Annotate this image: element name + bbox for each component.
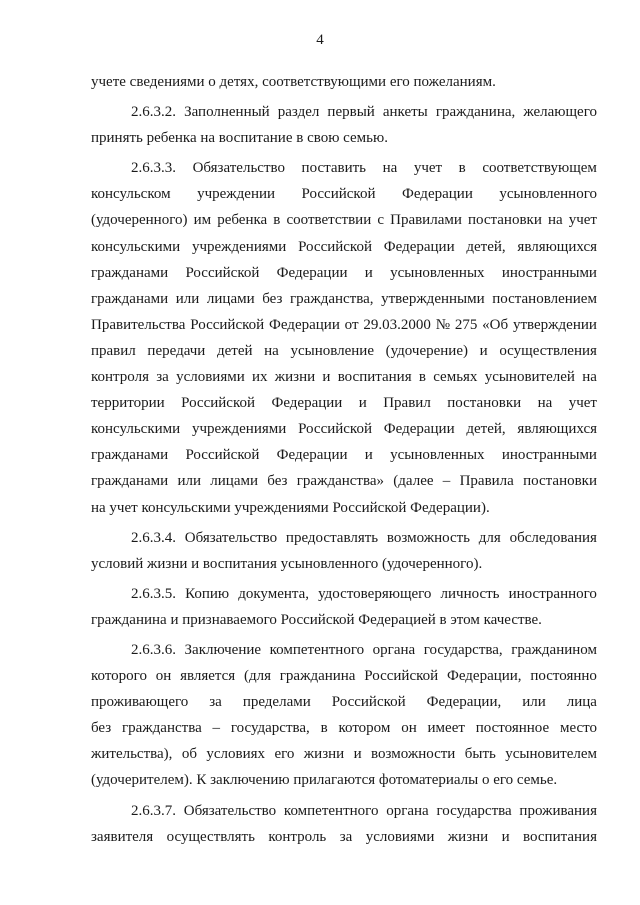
text-line: правил передачи детей на усыновление (удочерение) и осуществления — [91, 342, 597, 359]
text-line: 2.6.3.4. Обязательство предоставлять возможность для обследования — [131, 529, 597, 546]
text-line: проживающего за пределами Российской Федерации, или лица — [91, 694, 597, 711]
text-line: гражданами Российской Федерации и усыновленных иностранными — [91, 264, 597, 281]
text-line: 2.6.3.6. Заключение компетентного органа государства, гражданином — [131, 641, 597, 658]
document-body — [91, 69, 597, 850]
paragraph-p-2-6-3-4 — [91, 525, 597, 577]
page-number: 4 — [316, 32, 324, 48]
text-line: на учет консульскими учреждениями Российской Федерации). — [91, 499, 490, 516]
paragraph-p-2-6-3-2 — [91, 99, 597, 151]
text-line: Правительства Российской Федерации от 29.03.2000 № 275 «Об утверждении — [91, 316, 597, 333]
text-line: контроля за условиями их жизни и воспитания в семьях усыновителей на — [91, 369, 597, 386]
text-line: консульском учреждении Российской Федерации усыновленного — [91, 186, 597, 203]
paragraph-p-2-6-3-6 — [91, 637, 597, 794]
text-line: (удочерителем). К заключению прилагаются фотоматериалы о его семье. — [91, 772, 558, 789]
text-line: условий жизни и воспитания усыновленного (удочеренного). — [91, 555, 483, 572]
text-line: гражданами Российской Федерации и усыновленных иностранными — [91, 447, 597, 464]
text-line: учете сведениями о детях, соответствующими его пожеланиям. — [91, 74, 496, 90]
text-line: 2.6.3.3. Обязательство поставить на учет в соответствующем — [131, 160, 597, 177]
text-line: принять ребенка на воспитание в свою семью. — [91, 130, 388, 147]
text-line: гражданина и признаваемого Российской Федерацией в этом качестве. — [91, 611, 542, 628]
paragraph-p-2-6-3-7 — [91, 798, 597, 850]
text-line: территории Российской Федерации и Правил постановки на учет — [91, 395, 597, 412]
paragraph-p-2-6-3-5 — [91, 581, 597, 633]
text-line: 2.6.3.2. Заполненный раздел первый анкеты гражданина, желающего — [131, 104, 597, 121]
paragraph-p-2-6-3-3 — [91, 155, 597, 520]
text-line: заявителя осуществлять контроль за условиями жизни и воспитания — [91, 828, 597, 845]
text-line: жительства), об условиях его жизни и возможности быть усыновителем — [91, 746, 597, 763]
text-line: консульскими учреждениями Российской Федерации детей, являющихся — [91, 238, 597, 255]
text-line: которого он является (для гражданина Российской Федерации, постоянно — [91, 668, 597, 685]
text-line: гражданами или лицами без гражданства» (далее – Правила постановки — [91, 473, 597, 490]
text-line: (удочеренного) им ребенка в соответствии с Правилами постановки на учет — [91, 212, 597, 229]
text-line: 2.6.3.5. Копию документа, удостоверяющего личность иностранного — [131, 585, 597, 602]
text-line: без гражданства – государства, в котором он имеет постоянное место — [91, 720, 597, 737]
text-line: консульскими учреждениями Российской Федерации детей, являющихся — [91, 421, 597, 438]
text-line: гражданами или лицами без гражданства, утвержденными постановлением — [91, 290, 597, 307]
text-line: 2.6.3.7. Обязательство компетентного органа государства проживания — [131, 802, 597, 819]
paragraph-cont — [91, 69, 597, 95]
